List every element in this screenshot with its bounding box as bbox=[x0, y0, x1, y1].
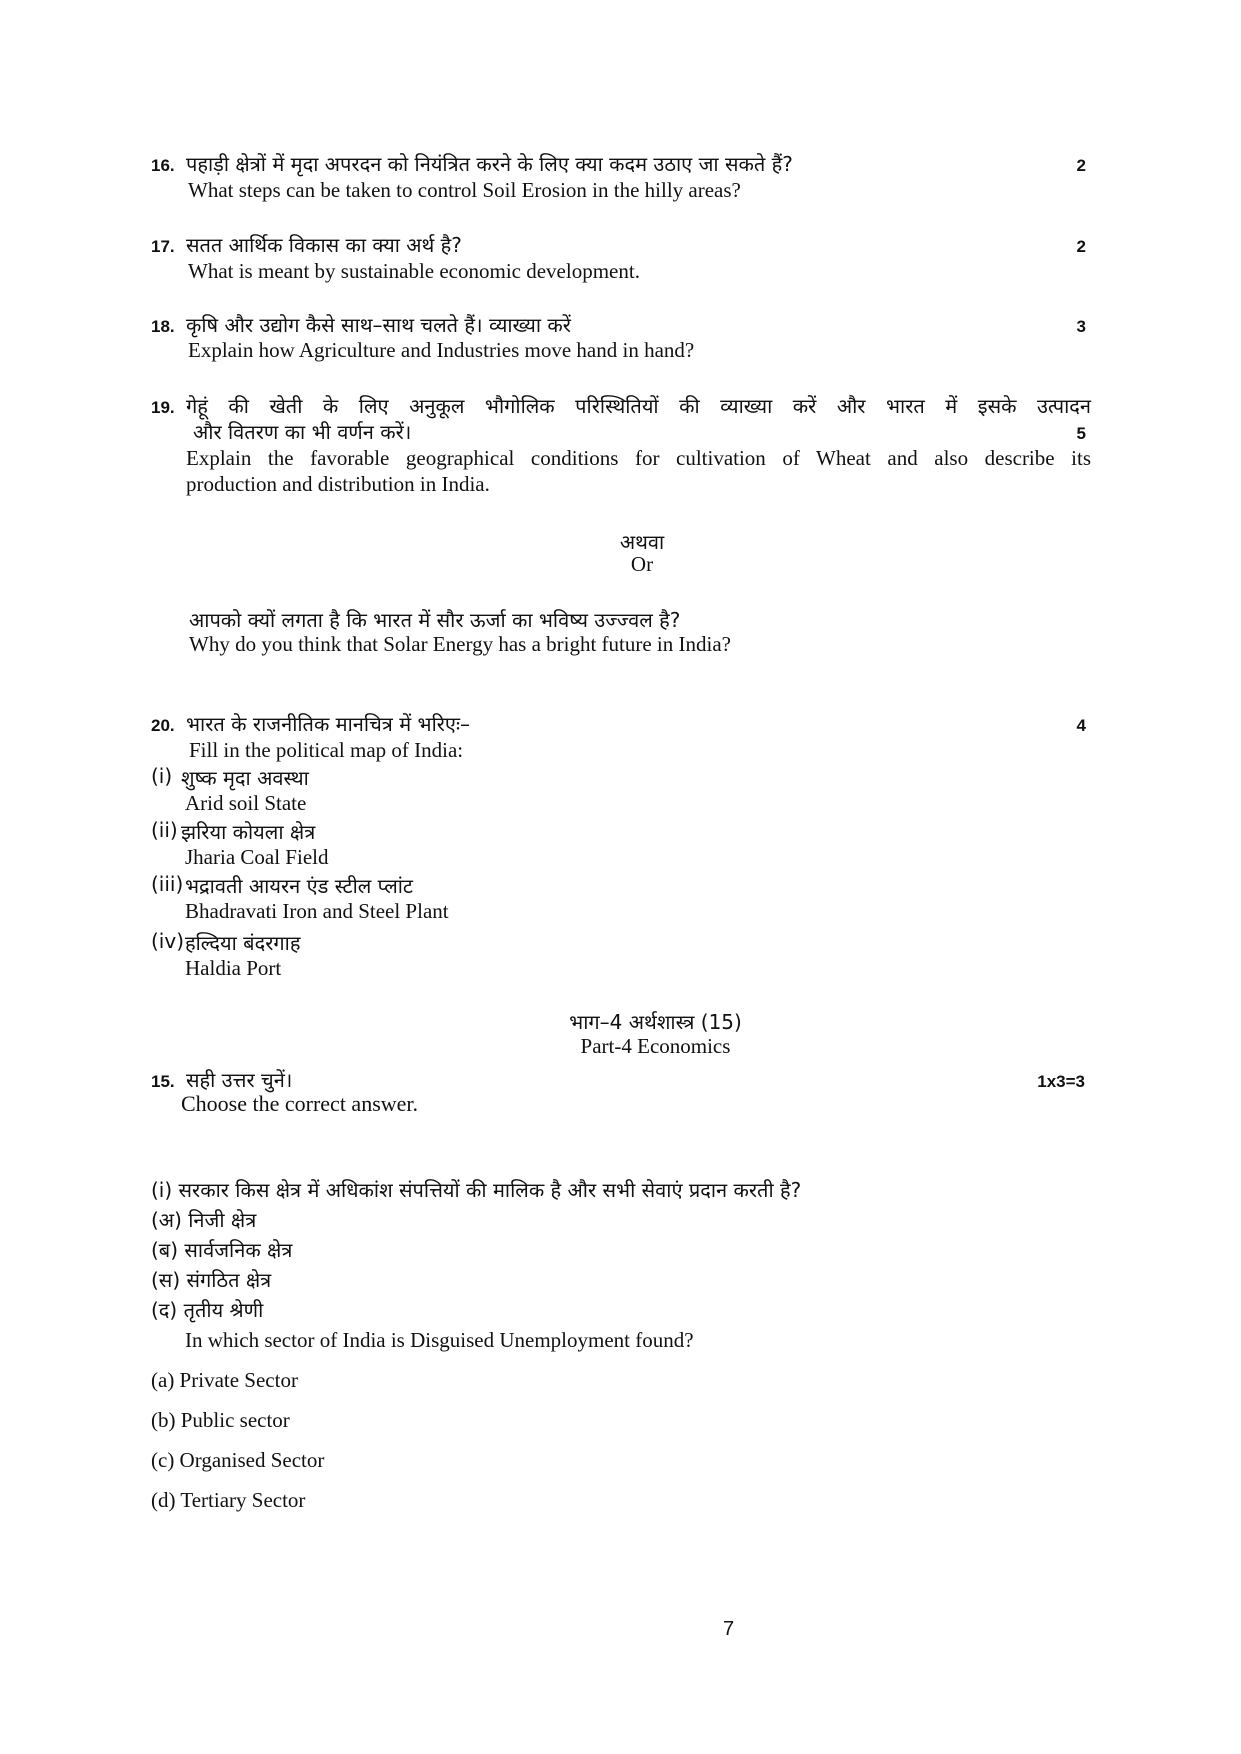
q18-hindi: कृषि और उद्योग कैसे साथ–साथ चलते हैं। व्याख्या करें bbox=[186, 313, 571, 337]
q19-english-line2: production and distribution in India. bbox=[186, 472, 490, 496]
q20-item-iv-hindi: हल्दिया बंदरगाह bbox=[185, 931, 301, 955]
q15-hindi: सही उत्तर चुनें। bbox=[186, 1068, 293, 1092]
q17-marks: 2 bbox=[1076, 237, 1086, 256]
q20-hindi: भारत के राजनीतिक मानचित्र में भरिएः– bbox=[186, 712, 471, 736]
q20-item-i-label: (i) bbox=[151, 764, 173, 788]
q19-number: 19. bbox=[151, 398, 175, 417]
q19-english-line1: Explain the favorable geographical conditions for cultivation of Wheat and also describe its bbox=[186, 446, 1091, 470]
q15-number: 15. bbox=[151, 1072, 175, 1091]
q15-hindi-option-d: (द) तृतीय श्रेणी bbox=[151, 1298, 264, 1322]
or-english: Or bbox=[630, 552, 654, 576]
q20-item-iv-english: Haldia Port bbox=[185, 956, 282, 980]
q20-english: Fill in the political map of India: bbox=[189, 738, 464, 762]
q20-item-i-hindi: शुष्क मृदा अवस्था bbox=[181, 766, 309, 790]
q17-number: 17. bbox=[151, 237, 175, 256]
q20-marks: 4 bbox=[1076, 716, 1086, 735]
q16-marks: 2 bbox=[1076, 156, 1086, 175]
q18-number: 18. bbox=[151, 317, 175, 336]
q20-item-i-english: Arid soil State bbox=[185, 791, 307, 815]
q20-item-iii-english: Bhadravati Iron and Steel Plant bbox=[185, 899, 449, 923]
q17-hindi: सतत आर्थिक विकास का क्या अर्थ है? bbox=[186, 233, 462, 257]
q19-marks: 5 bbox=[1076, 424, 1086, 443]
q15-sub-i-english: In which sector of India is Disguised Unemployment found? bbox=[185, 1328, 694, 1352]
q16-english: What steps can be taken to control Soil Erosion in the hilly areas? bbox=[188, 178, 741, 202]
q20-item-ii-hindi: झरिया कोयला क्षेत्र bbox=[181, 820, 316, 844]
q18-english: Explain how Agriculture and Industries move hand in hand? bbox=[188, 338, 695, 362]
part4-hindi-heading: भाग–4 अर्थशास्त्र (15) bbox=[569, 1010, 742, 1034]
q20-number: 20. bbox=[151, 716, 175, 735]
q19-hindi-line2: और वितरण का भी वर्णन करें। bbox=[193, 420, 412, 444]
q15-english-option-d: (d) Tertiary Sector bbox=[151, 1488, 306, 1512]
q19-hindi-line1: गेहूं की खेती के लिए अनुकूल भौगोलिक परिस्थितियों की व्याख्या करें और भारत में इसके उत्पादन bbox=[186, 394, 1091, 418]
q19-alt-hindi: आपको क्यों लगता है कि भारत में सौर ऊर्जा का भविष्य उज्ज्वल है? bbox=[189, 608, 681, 632]
q16-number: 16. bbox=[151, 156, 175, 175]
q15-english-option-b: (b) Public sector bbox=[151, 1408, 290, 1432]
q15-english-option-c: (c) Organised Sector bbox=[151, 1448, 325, 1472]
page-number: 7 bbox=[723, 1618, 735, 1640]
q18-marks: 3 bbox=[1076, 317, 1086, 336]
q17-english: What is meant by sustainable economic development. bbox=[188, 259, 640, 283]
q20-item-iv-label: (iv) bbox=[151, 929, 184, 953]
q15-marks: 1x3=3 bbox=[1037, 1072, 1085, 1091]
q15-sub-i-hindi: (i) सरकार किस क्षेत्र में अधिकांश संपत्तियों की मालिक है और सभी सेवाएं प्रदान करती है? bbox=[151, 1178, 802, 1202]
q20-item-iii-hindi: भद्रावती आयरन एंड स्टील प्लांट bbox=[185, 874, 414, 898]
q15-hindi-option-b: (ब) सार्वजनिक क्षेत्र bbox=[151, 1238, 293, 1262]
q20-item-iii-label: (iii) bbox=[151, 872, 184, 896]
or-hindi: अथवा bbox=[619, 530, 665, 554]
q19-alt-english: Why do you think that Solar Energy has a bright future in India? bbox=[189, 632, 731, 656]
q15-english-option-a: (a) Private Sector bbox=[151, 1368, 298, 1392]
q20-item-ii-english: Jharia Coal Field bbox=[185, 845, 329, 869]
q20-item-ii-label: (ii) bbox=[151, 818, 178, 842]
q15-hindi-option-c: (स) संगठित क्षेत्र bbox=[151, 1268, 272, 1292]
q15-english: Choose the correct answer. bbox=[181, 1091, 419, 1116]
q16-hindi: पहाड़ी क्षेत्रों में मृदा अपरदन को नियंत्रित करने के लिए क्या कदम उठाए जा सकते हैं? bbox=[186, 152, 793, 176]
part4-english-heading: Part-4 Economics bbox=[580, 1034, 731, 1058]
q15-hindi-option-a: (अ) निजी क्षेत्र bbox=[151, 1208, 257, 1232]
